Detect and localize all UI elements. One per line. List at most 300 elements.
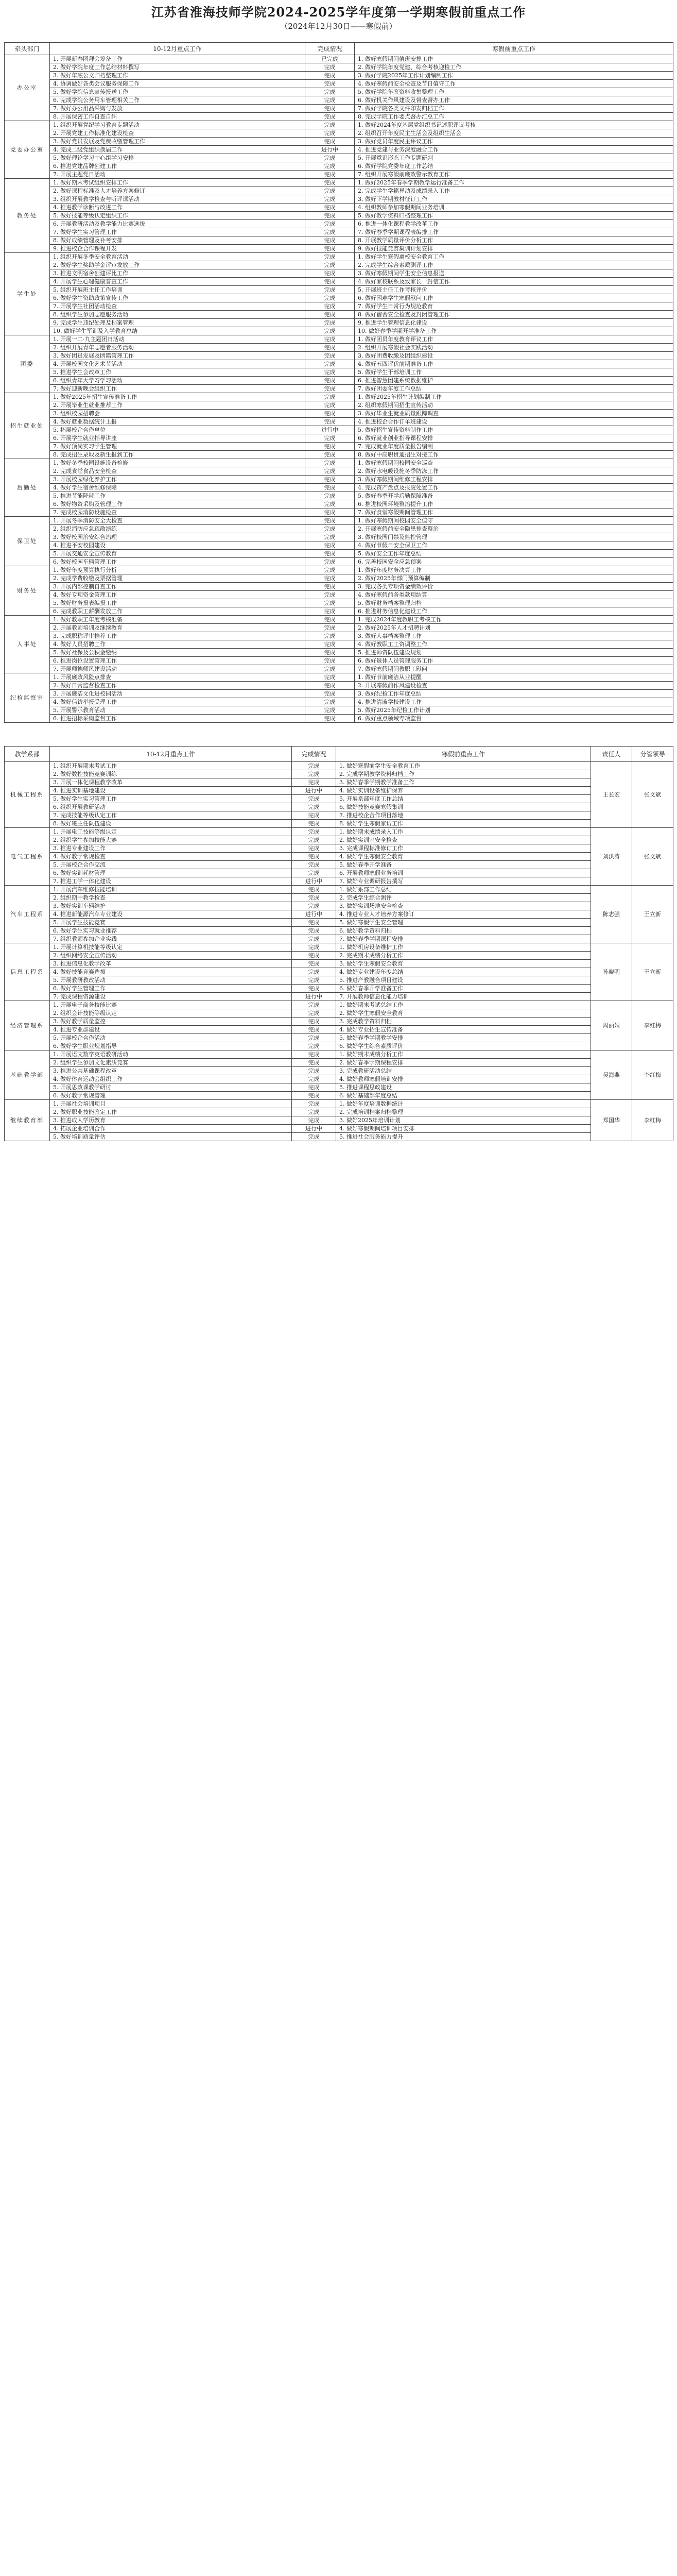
plan-item-cell: 7. 做好春季学期课程表编排工作 — [355, 228, 673, 236]
plan-item-cell: 8. 做好中高职贯通招生对接工作 — [355, 451, 673, 459]
work-item-cell: 6. 组织开展教研活动 — [50, 803, 292, 811]
table-row — [5, 105, 673, 113]
status-cell: 完成 — [292, 1092, 336, 1100]
work-item-cell: 2. 组织学生参加技能大赛 — [50, 836, 292, 844]
table-row — [5, 649, 673, 657]
plan-item-cell: 6. 做好学生综合素质评价 — [336, 1042, 591, 1050]
status-cell: 完成 — [292, 1026, 336, 1034]
table-row — [5, 377, 673, 385]
work-item-cell: 6. 组织青年大学习学习活动 — [50, 377, 305, 385]
plan-item-cell: 1. 做好寒假前学生安全教育工作 — [336, 762, 591, 770]
status-cell: 完成 — [305, 525, 355, 533]
status-cell: 完成 — [292, 853, 336, 861]
department-cell: 机械工程系 — [5, 762, 50, 828]
work-item-cell: 1. 做好期末考试组织安排工作 — [50, 179, 305, 187]
plan-item-cell: 2. 完成培训档案归档整理 — [336, 1108, 591, 1116]
work-item-cell: 5. 组织开展班主任工作培训 — [50, 286, 305, 294]
work-item-cell: 1. 组织开展期末考试工作 — [50, 762, 292, 770]
plan-item-cell: 3. 做好下学期教材征订工作 — [355, 195, 673, 204]
work-item-cell: 1. 组织开展党纪学习教育专题活动 — [50, 121, 305, 129]
status-cell: 进行中 — [292, 910, 336, 919]
plan-item-cell: 2. 开展寒假前安全隐患排查整治 — [355, 525, 673, 533]
work-item-cell: 5. 开展交通安全宣传教育 — [50, 550, 305, 558]
status-cell: 完成 — [305, 533, 355, 541]
plan-item-cell: 3. 做好寒假期间维修工程安排 — [355, 476, 673, 484]
work-item-cell: 5. 做好学生实习管理工作 — [50, 795, 292, 803]
table-row — [5, 253, 673, 261]
table-row — [5, 509, 673, 517]
responsible-person-cell: 陈志强 — [591, 886, 632, 943]
work-item-cell: 7. 做好学生实习管理工作 — [50, 228, 305, 236]
status-cell: 完成 — [305, 352, 355, 360]
work-item-cell: 3. 推进成人学历教育 — [50, 1116, 292, 1125]
table-row — [5, 550, 673, 558]
status-cell: 完成 — [305, 484, 355, 492]
status-cell: 完成 — [305, 583, 355, 591]
plan-item-cell: 7. 做好春季学期课程安排 — [336, 935, 591, 943]
work-item-cell: 7. 完成校园消防设施检查 — [50, 509, 305, 517]
plan-item-cell: 3. 做好党员年度民主评议工作 — [355, 138, 673, 146]
status-cell: 进行中 — [305, 146, 355, 154]
department-cell: 经济管理系 — [5, 1001, 50, 1050]
table-row — [5, 607, 673, 616]
plan-item-cell: 1. 做好2024年度基层党组织书记述职评议考核 — [355, 121, 673, 129]
table-row — [5, 302, 673, 311]
table-row — [5, 935, 673, 943]
table-row — [5, 778, 673, 787]
work-item-cell: 4. 拓展企业培训合作 — [50, 1125, 292, 1133]
plan-item-cell: 2. 做好实训室安全检查 — [336, 836, 591, 844]
work-item-cell: 4. 推进教学诊断与改进工作 — [50, 204, 305, 212]
table-row — [5, 368, 673, 377]
plan-item-cell: 6. 做好退休人员管理服务工作 — [355, 657, 673, 665]
table-row — [5, 492, 673, 500]
work-item-cell: 5. 做好学院信息宣传报送工作 — [50, 88, 305, 96]
table-row — [5, 517, 673, 525]
table-row — [5, 245, 673, 253]
column-header: 寒假前重点工作 — [336, 747, 591, 762]
work-item-cell: 3. 做好年底公文归档整理工作 — [50, 72, 305, 80]
plan-item-cell: 5. 开展系部年度工作总结 — [336, 795, 591, 803]
plan-item-cell: 6. 做好技能竞赛寒假集训 — [336, 803, 591, 811]
table-row — [5, 327, 673, 335]
column-header: 完成情况 — [292, 747, 336, 762]
status-cell: 完成 — [305, 138, 355, 146]
plan-item-cell: 2. 做好2025年人才招聘计划 — [355, 624, 673, 632]
plan-item-cell: 2. 做好水电暖设施冬季防冻工作 — [355, 467, 673, 476]
work-item-cell: 6. 推进招标采购监督工作 — [50, 715, 305, 723]
status-cell: 完成 — [305, 616, 355, 624]
plan-item-cell: 5. 推进社会服务能力提升 — [336, 1133, 591, 1141]
plan-item-cell: 8. 完成学院工作要点督办汇总工作 — [355, 113, 673, 121]
status-cell: 完成 — [305, 311, 355, 319]
plan-item-cell: 3. 做好团费收缴及团组织建设 — [355, 352, 673, 360]
plan-item-cell: 1. 做好学生寒假离校安全教育工作 — [355, 253, 673, 261]
table-row — [5, 63, 673, 72]
department-cell: 电气工程系 — [5, 828, 50, 886]
table-row — [5, 401, 673, 410]
work-item-cell: 3. 开展廉洁文化进校园活动 — [50, 690, 305, 698]
table-row — [5, 910, 673, 919]
plan-item-cell: 5. 做好学院年鉴资料收集整理工作 — [355, 88, 673, 96]
status-cell: 完成 — [305, 558, 355, 566]
table-row — [5, 993, 673, 1001]
table-row — [5, 311, 673, 319]
table-row — [5, 121, 673, 129]
plan-item-cell: 6. 做好学院党委年度工作总结 — [355, 162, 673, 171]
plan-item-cell: 2. 完成学生综合测评 — [336, 894, 591, 902]
status-cell: 完成 — [305, 649, 355, 657]
work-item-cell: 4. 做好教学常规检查 — [50, 853, 292, 861]
table-row — [5, 426, 673, 434]
table-row — [5, 278, 673, 286]
table-row — [5, 640, 673, 649]
status-cell: 完成 — [292, 869, 336, 877]
table-row — [5, 1067, 673, 1075]
work-item-cell: 1. 开展冬季消防安全大检查 — [50, 517, 305, 525]
work-item-cell: 4. 做好学生宿舍维修保障 — [50, 484, 305, 492]
status-cell: 完成 — [305, 154, 355, 162]
plan-item-cell: 1. 完成2024年度教职工考核工作 — [355, 616, 673, 624]
work-item-cell: 5. 做好财务报表编报工作 — [50, 599, 305, 607]
department-cell: 继续教育部 — [5, 1100, 50, 1141]
plan-item-cell: 2. 做好春季学期课程安排 — [336, 1059, 591, 1067]
work-item-cell: 3. 做好党员发展及党费收缴管理工作 — [50, 138, 305, 146]
table-row — [5, 1133, 673, 1141]
plan-item-cell: 2. 组织召开年度民主生活会及组织生活会 — [355, 129, 673, 138]
plan-item-cell: 5. 推进产教融合项目建设 — [336, 976, 591, 985]
work-item-cell: 3. 开展校园绿化养护工作 — [50, 476, 305, 484]
table-row — [5, 129, 673, 138]
plan-item-cell: 6. 做好机关作风建设及督查督办工作 — [355, 96, 673, 105]
table-row — [5, 960, 673, 968]
status-cell: 完成 — [305, 105, 355, 113]
plan-item-cell: 3. 完成教研活动总结 — [336, 1067, 591, 1075]
plan-item-cell: 4. 做好寒假期间培训项目安排 — [336, 1125, 591, 1133]
table-row — [5, 803, 673, 811]
status-cell: 完成 — [305, 220, 355, 228]
status-cell: 完成 — [305, 607, 355, 616]
work-item-cell: 6. 做好学生管理工作 — [50, 985, 292, 993]
status-cell: 完成 — [305, 715, 355, 723]
status-cell: 完成 — [305, 682, 355, 690]
plan-item-cell: 3. 做好春季学期教学准备工作 — [336, 778, 591, 787]
work-item-cell: 3. 推进信息化教学改革 — [50, 960, 292, 968]
status-cell: 完成 — [305, 624, 355, 632]
department-cell: 团委 — [5, 335, 50, 393]
status-cell: 完成 — [292, 1050, 336, 1059]
status-cell: 完成 — [305, 377, 355, 385]
plan-item-cell: 6. 推进一体化课程教学改革工作 — [355, 220, 673, 228]
work-item-cell: 4. 做好就业数据统计上报 — [50, 418, 305, 426]
status-cell: 完成 — [305, 129, 355, 138]
work-item-cell: 8. 做好成绩管理及补考安排 — [50, 236, 305, 245]
work-item-cell: 4. 做好专项资金管理工作 — [50, 591, 305, 599]
plan-item-cell: 6. 做好教学资料归档 — [336, 927, 591, 935]
table-row — [5, 558, 673, 566]
status-cell: 完成 — [292, 1009, 336, 1018]
table-row — [5, 1018, 673, 1026]
plan-item-cell: 3. 完成各类专项资金绩效评价 — [355, 583, 673, 591]
plan-item-cell: 4. 做好专业建设年度总结 — [336, 968, 591, 976]
status-cell: 完成 — [305, 171, 355, 179]
work-item-cell: 6. 推进岗位设置管理工作 — [50, 657, 305, 665]
status-cell: 完成 — [305, 228, 355, 236]
table-row — [5, 844, 673, 853]
table-row — [5, 811, 673, 820]
table-row — [5, 566, 673, 574]
work-item-cell: 7. 做好迎新晚会组织工作 — [50, 385, 305, 393]
table-row — [5, 952, 673, 960]
table-row — [5, 682, 673, 690]
status-cell: 完成 — [305, 574, 355, 583]
table-row — [5, 706, 673, 715]
work-item-cell: 1. 开展语文数学英语教研活动 — [50, 1050, 292, 1059]
plan-item-cell: 6. 完善校园安全应急预案 — [355, 558, 673, 566]
plan-item-cell: 5. 做好春季学期教学安排 — [336, 1034, 591, 1042]
work-item-cell: 1. 开展新春团拜会筹备工作 — [50, 55, 305, 63]
status-cell: 完成 — [305, 492, 355, 500]
plan-item-cell: 5. 做好春季开学准备 — [336, 861, 591, 869]
supervisor-cell: 李红梅 — [632, 1001, 673, 1050]
document-title: 江苏省淮海技师学院2024-2025学年度第一学期寒假前重点工作 — [151, 5, 526, 20]
plan-item-cell: 4. 组织教师参加寒假期间业务培训 — [355, 204, 673, 212]
table-header-row — [5, 43, 673, 55]
status-cell: 完成 — [292, 1133, 336, 1141]
status-cell: 完成 — [305, 88, 355, 96]
work-item-cell: 6. 做好物资采购及管理工作 — [50, 500, 305, 509]
work-item-cell: 8. 完成招生录取及新生报到工作 — [50, 451, 305, 459]
status-cell: 完成 — [305, 591, 355, 599]
table-row — [5, 418, 673, 426]
table-row — [5, 624, 673, 632]
table-row — [5, 55, 673, 63]
column-header: 教学系部 — [5, 747, 50, 762]
work-item-cell: 8. 组织学生参加志愿服务活动 — [50, 311, 305, 319]
table-row — [5, 902, 673, 910]
plan-item-cell: 3. 做好学院2025年工作计划编制工作 — [355, 72, 673, 80]
plan-item-cell: 7. 做好寒假期间教职工慰问 — [355, 665, 673, 673]
status-cell: 完成 — [292, 803, 336, 811]
status-cell: 完成 — [305, 294, 355, 302]
table-row — [5, 171, 673, 179]
status-cell: 完成 — [305, 302, 355, 311]
table-row — [5, 853, 673, 861]
status-cell: 完成 — [292, 770, 336, 778]
plan-item-cell: 3. 做好寒假期间学生安全信息报送 — [355, 269, 673, 278]
work-item-cell: 6. 做好校园车辆管理工作 — [50, 558, 305, 566]
plan-item-cell: 3. 完成教学资料归档 — [336, 1018, 591, 1026]
plan-item-cell: 4. 完成资产盘点及报废处置工作 — [355, 484, 673, 492]
table-row — [5, 360, 673, 368]
status-cell: 完成 — [305, 162, 355, 171]
work-item-cell: 2. 组织会计技能等级认定 — [50, 1009, 292, 1018]
status-cell: 完成 — [292, 1034, 336, 1042]
plan-item-cell: 7. 开展教师信息化能力培训 — [336, 993, 591, 1001]
plan-item-cell: 6. 开展教师寒假业务培训 — [336, 869, 591, 877]
table-row — [5, 393, 673, 401]
plan-item-cell: 1. 做好机房设备维护工作 — [336, 943, 591, 952]
work-item-cell: 5. 开展校企合作活动 — [50, 1034, 292, 1042]
work-item-cell: 3. 开展一体化课程教学改革 — [50, 778, 292, 787]
status-cell: 完成 — [292, 844, 336, 853]
status-cell: 完成 — [305, 212, 355, 220]
status-cell: 完成 — [292, 811, 336, 820]
work-item-cell: 2. 组织期中教学检查 — [50, 894, 292, 902]
column-header: 分管领导 — [632, 747, 673, 762]
work-item-cell: 6. 开展学生就业指导讲座 — [50, 434, 305, 443]
status-cell: 完成 — [305, 368, 355, 377]
work-item-cell: 2. 做好数控技能竞赛训练 — [50, 770, 292, 778]
status-cell: 完成 — [292, 968, 336, 976]
table-row — [5, 434, 673, 443]
status-cell: 进行中 — [305, 426, 355, 434]
plan-item-cell: 6. 推进校园环境整治提升工作 — [355, 500, 673, 509]
work-item-cell: 3. 完成职称评审推荐工作 — [50, 632, 305, 640]
work-item-cell: 5. 做好培训质量评估 — [50, 1133, 292, 1141]
status-cell: 完成 — [292, 960, 336, 968]
plan-item-cell: 9. 做好技能竞赛集训计划安排 — [355, 245, 673, 253]
work-item-cell: 5. 开展校企合作交流 — [50, 861, 292, 869]
plan-item-cell: 3. 做好人事档案整理工作 — [355, 632, 673, 640]
work-item-cell: 3. 做好团员发展及团籍管理工作 — [50, 352, 305, 360]
status-cell: 完成 — [305, 500, 355, 509]
department-cell: 人事处 — [5, 616, 50, 673]
table-row — [5, 1001, 673, 1009]
status-cell: 完成 — [292, 1083, 336, 1092]
plan-item-cell: 1. 做好团员年度教育评议工作 — [355, 335, 673, 344]
work-item-cell: 6. 做好学生职业规划指导 — [50, 1042, 292, 1050]
department-cell: 汽车工程系 — [5, 886, 50, 943]
plan-item-cell: 1. 做好年度培训数据统计 — [336, 1100, 591, 1108]
work-item-cell: 2. 做好学院年度工作总结材料撰写 — [50, 63, 305, 72]
table-row — [5, 72, 673, 80]
work-item-cell: 1. 开展廉政风险点排查 — [50, 673, 305, 682]
table-row — [5, 673, 673, 682]
table-row — [5, 770, 673, 778]
plan-item-cell: 7. 做好专业调研报告撰写 — [336, 877, 591, 886]
status-cell: 完成 — [292, 1018, 336, 1026]
table-row — [5, 985, 673, 993]
table-row — [5, 877, 673, 886]
status-cell: 完成 — [305, 550, 355, 558]
status-cell: 完成 — [305, 253, 355, 261]
status-cell: 完成 — [305, 286, 355, 294]
plan-item-cell: 4. 做好专业招生宣传准备 — [336, 1026, 591, 1034]
work-item-cell: 2. 做好职业技能鉴定工作 — [50, 1108, 292, 1116]
plan-item-cell: 3. 做好纪检工作年度总结 — [355, 690, 673, 698]
table-row — [5, 1034, 673, 1042]
status-cell: 完成 — [305, 632, 355, 640]
work-item-cell: 6. 推进党建品牌创建工作 — [50, 162, 305, 171]
status-cell: 完成 — [305, 195, 355, 204]
status-cell: 完成 — [305, 80, 355, 88]
status-cell: 完成 — [292, 1042, 336, 1050]
status-cell: 完成 — [305, 599, 355, 607]
work-item-cell: 4. 开展校园文化艺术节活动 — [50, 360, 305, 368]
supervisor-cell: 张文斌 — [632, 762, 673, 828]
supervisor-cell: 王立新 — [632, 886, 673, 943]
plan-item-cell: 3. 做好实训场地安全检查 — [336, 902, 591, 910]
work-item-cell: 5. 做好社保及公积金缴纳 — [50, 649, 305, 657]
table-row — [5, 715, 673, 723]
work-item-cell: 3. 组织开展教学检查与听评课活动 — [50, 195, 305, 204]
plan-item-cell: 7. 组织开展寒假前廉政警示教育工作 — [355, 171, 673, 179]
status-cell: 完成 — [292, 976, 336, 985]
plan-item-cell: 4. 做好学生寒假安全教育 — [336, 853, 591, 861]
work-item-cell: 1. 开展汽车维修技能培训 — [50, 886, 292, 894]
work-item-cell: 2. 做好学生奖助学金评审发放工作 — [50, 261, 305, 269]
plan-item-cell: 1. 做好年度财务决算工作 — [355, 566, 673, 574]
status-cell: 完成 — [292, 1075, 336, 1083]
status-cell: 完成 — [305, 517, 355, 525]
plan-item-cell: 3. 做好2025年培训计划 — [336, 1116, 591, 1125]
plan-item-cell: 3. 做好毕业生就业质量跟踪调查 — [355, 410, 673, 418]
department-cell: 教务处 — [5, 179, 50, 253]
plan-item-cell: 5. 开展意识形态工作专题研判 — [355, 154, 673, 162]
table-row — [5, 88, 673, 96]
column-header: 牵头部门 — [5, 43, 50, 55]
plan-item-cell: 2. 完成学生学籍异动及成绩录入工作 — [355, 187, 673, 195]
work-item-cell: 6. 做好教学常规管理 — [50, 1092, 292, 1100]
plan-item-cell: 1. 做好寒假期间值班安排工作 — [355, 55, 673, 63]
table-row — [5, 179, 673, 187]
work-item-cell: 5. 拓展校企合作单位 — [50, 426, 305, 434]
work-item-cell: 10. 做好学生军训及入学教育总结 — [50, 327, 305, 335]
table-row — [5, 583, 673, 591]
table-row — [5, 591, 673, 599]
status-cell: 完成 — [292, 1108, 336, 1116]
table-row — [5, 616, 673, 624]
plan-item-cell: 4. 做好寒假前安全检查及节日值守工作 — [355, 80, 673, 88]
status-cell: 完成 — [305, 566, 355, 574]
status-cell: 完成 — [305, 187, 355, 195]
status-cell: 完成 — [292, 985, 336, 993]
plan-item-cell: 3. 做好学生寒假安全教育 — [336, 960, 591, 968]
status-cell: 完成 — [305, 467, 355, 476]
plan-item-cell: 5. 做好招生宣传资料制作工作 — [355, 426, 673, 434]
work-item-cell: 2. 开展党建工作标准化建设检查 — [50, 129, 305, 138]
table-row — [5, 476, 673, 484]
status-cell: 完成 — [305, 476, 355, 484]
table-row — [5, 1108, 673, 1116]
work-item-cell: 9. 推进校企合作课程开发 — [50, 245, 305, 253]
status-cell: 完成 — [292, 1059, 336, 1067]
table-row — [5, 820, 673, 828]
status-cell: 完成 — [292, 795, 336, 803]
table-row — [5, 236, 673, 245]
plan-item-cell: 6. 做好春季开学准备工作 — [336, 985, 591, 993]
work-item-cell: 7. 开展主题党日活动 — [50, 171, 305, 179]
work-item-cell: 5. 开展警示教育活动 — [50, 706, 305, 715]
status-cell: 完成 — [305, 459, 355, 467]
plan-item-cell: 5. 开展班主任工作考核评价 — [355, 286, 673, 294]
work-item-cell: 2. 组织开展青年志愿者服务活动 — [50, 344, 305, 352]
document-subtitle: （2024年12月30日——寒假前） — [280, 22, 397, 31]
column-header: 10-12月重点工作 — [50, 747, 292, 762]
plan-item-cell: 5. 推进课程思政建设 — [336, 1083, 591, 1092]
table-row — [5, 204, 673, 212]
table-row — [5, 1009, 673, 1018]
table-row — [5, 976, 673, 985]
table-row — [5, 632, 673, 640]
status-cell: 完成 — [305, 451, 355, 459]
table-row — [5, 762, 673, 770]
table-row — [5, 195, 673, 204]
table-row — [5, 154, 673, 162]
work-item-cell: 3. 做好教学质量监控 — [50, 1018, 292, 1026]
table-row — [5, 1059, 673, 1067]
